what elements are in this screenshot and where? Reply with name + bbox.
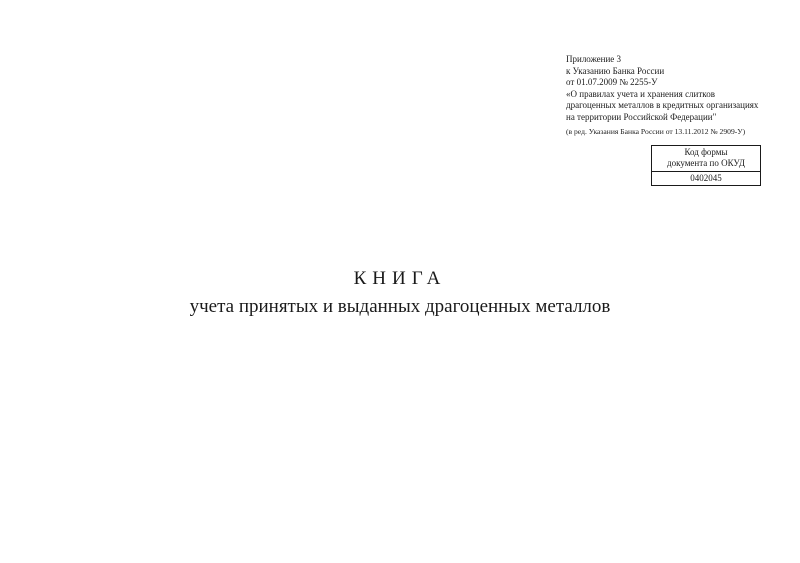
appendix-document-title-line-3: на территории Российской Федерации" — [566, 111, 717, 122]
appendix-header — [566, 54, 758, 138]
okud-header-line-2: документа по ОКУД — [667, 158, 745, 168]
appendix-document-title-line-1: «О правилах учета и хранения слитков — [566, 88, 715, 99]
appendix-document-title-line-2: драгоценных металлов в кредитных организациях — [566, 100, 759, 110]
appendix-date-number: от 01.07.2009 № 2255-У — [566, 77, 658, 87]
okud-header-line-1: Код формы — [684, 147, 728, 157]
book-title-block — [0, 268, 800, 318]
book-title: КНИГА — [353, 268, 447, 289]
edition-note: (в ред. Указания Банка России от 13.11.2012 № 2909-У) — [566, 127, 746, 136]
okud-code-row — [652, 172, 761, 186]
okud-code-cell: 0402045 — [652, 172, 761, 186]
appendix-reference: к Указанию Банка России — [566, 65, 665, 76]
okud-header-row — [652, 146, 761, 172]
okud-code-table — [651, 145, 761, 186]
book-subtitle: учета принятых и выданных драгоценных металлов — [189, 296, 611, 317]
appendix-number: Приложение 3 — [566, 54, 622, 64]
okud-header-cell — [652, 146, 761, 172]
